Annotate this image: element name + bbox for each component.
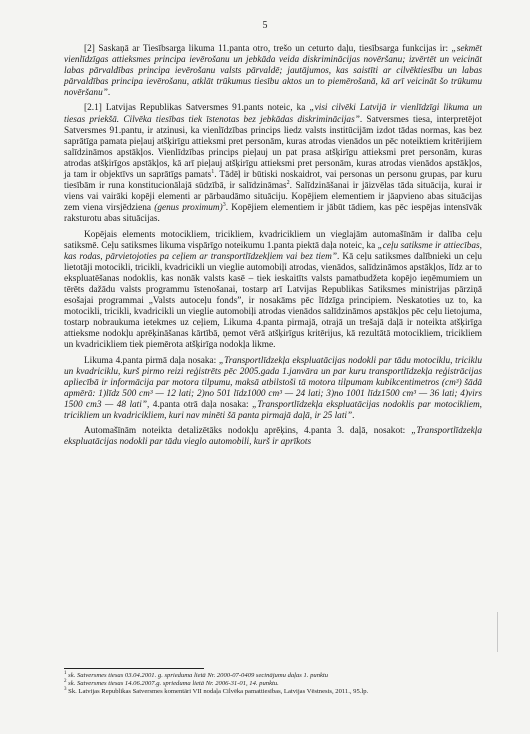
- page-number: 5: [262, 20, 268, 31]
- quote-run: „Transportlīdzekļa ekspluatācijas nodokli par tādu vieglo automobili, kurš ir aprīkots: [64, 426, 482, 448]
- text-run: . Satversmes tiesa, interpretējot Satversmes 91.pantu, ir atzinusi, ka vienlīdzības princips liedz valsts institūcijām izdot tādas normas, kas bez saprātīga pamata pieļauj atšķirīgu attieksmi pret personām, kuras atrodas vienādos un pēc noteiktiem kritērijiem salīdzināmos apstākļos. Vienlīdzības princips pieļauj un pat prasa atšķirīgu attieksmi pret personām, kuras atrodas atšķirīgos apstākļos, kā arī pieļauj atšķirīgu attieksmi pret personām, kuras atrodas vienādos apstākļos, ja tam ir objektīvs un saprātīgs pamats: [64, 114, 483, 181]
- text-run: Automašīnām noteikta detalizētāks nodokļu aprēķins, 4.panta 3. daļā, nosakot:: [84, 426, 412, 437]
- text-run: .: [107, 88, 111, 99]
- footnote: [64, 688, 482, 696]
- paragraph-2-1: [64, 103, 482, 225]
- text-run: . Tādēļ ir būtiski noskaidrot, vai personas un personu grupas, par kuru tiesībām ir runa konstitucionālajā sūdzībā, ir salīdzināmas: [64, 170, 482, 192]
- text-run: Kopējais elements motocikliem, tricikliem, kvadricikliem un vieglajām automašīnām ir dalība ceļu satiksmē. Ceļu satiksmes likuma vispārīgo noteikumu 1.panta piektā daļa noteic, ka: [64, 229, 482, 251]
- footnote: [64, 680, 482, 688]
- quote-run: „visi cilvēki Latvijā ir vienlīdzīgi likuma un tiesas priekšā. Cilvēka tiesības tiek īstenotas bez jebkādas diskriminācijas”: [64, 103, 483, 125]
- text-run: .: [352, 411, 355, 421]
- quote-run: „Transportlīdzekļa ekspluatācijas nodoklis par motocikliem, tricikliem un kvadricikliem, kuri nav minēti šā panta pirmajā daļā, ir 25 lati”: [64, 399, 482, 421]
- text-run: . Salīdzināšanai ir jāizvēlas tāda situācija, kurai ir viens vai vairāki kopēji elementi ar pārbaudāmo situāciju. Kopējiem elementiem ir jāapvieno abas situācijas zem viena virsjēdziena: [64, 181, 483, 214]
- footnote-text: Sk. Latvijas Republikas Satversmes komentāri VII nodaļa Cilvēka pamattiesības, Latvijas Vēstnesis, 2011., 95.lp.: [68, 687, 369, 695]
- paragraph-law-article-4: [64, 356, 482, 423]
- footnote: [64, 672, 482, 680]
- text-run: . Kopējiem elementiem ir jābūt tādiem, kas pēc iespējas intensīvāk raksturotu abas situācijas.: [64, 203, 482, 225]
- paragraph-2: [64, 44, 482, 99]
- footnote-separator: [64, 668, 204, 669]
- text-run: , 4.panta otrā daļa nosaka:: [147, 399, 253, 410]
- footnote-ref[interactable]: 3: [222, 202, 226, 209]
- quote-run: „sekmēt vienlīdzīgas attieksmes principa ievērošanu un jebkāda veida diskriminācijas novēršanu; izvērtēt un veicināt labas pārvaldības principa ievērošanu valsts pārvaldē; jautājumos, kas saistīti ar cilvēktiesību un labas pārvaldības principa ievērošanu, atklāt trūkumus tiesību aktos un to piemērošanā, kā arī veicināt šo trūkumu novēršanu”: [64, 44, 482, 99]
- text-run: [2.1] Latvijas Republikas Satversmes 91.pants noteic, ka: [84, 103, 310, 114]
- footnote-ref[interactable]: 1: [211, 168, 215, 175]
- paragraph-common-elements: [64, 230, 482, 352]
- footnote-number: 1: [64, 670, 67, 676]
- footnote-ref[interactable]: 2: [286, 180, 290, 187]
- text-run: Likuma 4.panta pirmā daļa nosaka:: [84, 355, 219, 366]
- text-run: . Kā ceļu satiksmes dalībnieki un ceļu lietotāji motocikli, tricikli, kvadricikli un vieglie automobiļi atrodas, vienādos, salīdzināmos apstākļos, līdz ar to ekspluatēšanas nodoklis, kas nonāk valsts kasē – tiek ieskaitīts valsts pamatbudžeta kopējo ieņēmumiem un tērēts dažādu valsts programmu īstenošanai, tostarp arī Latvijas Republikas Satiksmes ministrijas pārziņā esošajai programmai „Valsts autoceļu fonds”, ir nosakāms pēc līdzīga principiem. Neskatoties uz to, ka motocikli, tricikli, kvadricikli un vieglie automobiļi atrodas vienādos salīdzināmos apstākļos pēc ceļu lietojuma, tostarp nobraukuma ietekmes uz ceļiem, Likuma 4.panta pirmajā, otrajā un trešajā daļā ir noteikta atšķirīga attieksme nodokļu aprēķināšanas kārtībā, ņemot vērā atšķirīgus kritērijus, kā rezultātā motocikliem, tricikliem un kvadricikliem tiek piemērota atšķirīga nodokļa likme.: [64, 251, 482, 351]
- footnote-number: 3: [64, 686, 67, 692]
- text-run: [2] Saskaņā ar Tiesībsarga likuma 11.panta otro, trešo un ceturto daļu, tiesībsarga funkcijas ir:: [84, 44, 452, 54]
- document-body: [64, 44, 482, 450]
- footnote-text: sk. Satversmes tiesas 03.04.2001. g. sprieduma lietā Nr. 2000-07-0409 secinājumu daļas 1. punktu: [68, 672, 329, 679]
- footnote-text: sk. Satversmes tiesas 14.06.2007.g. sprieduma lietā Nr. 2006-31-01, 14. punktu.: [68, 679, 279, 687]
- quote-run: „Transportlīdzekļa ekspluatācijas nodokli par tādu motociklu, triciklu un kvadriciklu, kurš pirmo reizi reģistrēts pēc 2005.gada 1.janvāra un par kuru transportlīdzekļa reģistrācijas apliecībā ir informācija par motora tilpumu, maksā atbilstoši tā motora tilpumam kubikcentimetros (cm³) šādā apmērā: 1)līdz 500 cm³ — 12 lati; 2)no 501 līdz1000 cm³ — 24 lati; 3)no 1001 līdz1500 cm³ — 36 lati; 4)virs 1500 cm3 — 48 lati”: [64, 355, 483, 410]
- margin-mark: [497, 612, 506, 652]
- footnote-number: 2: [64, 678, 67, 684]
- quote-run: „ceļu satiksme ir attiecības, kas rodas, pārvietojoties pa ceļiem ar transportlīdzekļiem vai bez tiem”: [64, 240, 482, 262]
- footnotes: [64, 672, 482, 695]
- latin-term: (genus proximum): [154, 203, 223, 214]
- paragraph-car-calculation: [64, 426, 482, 448]
